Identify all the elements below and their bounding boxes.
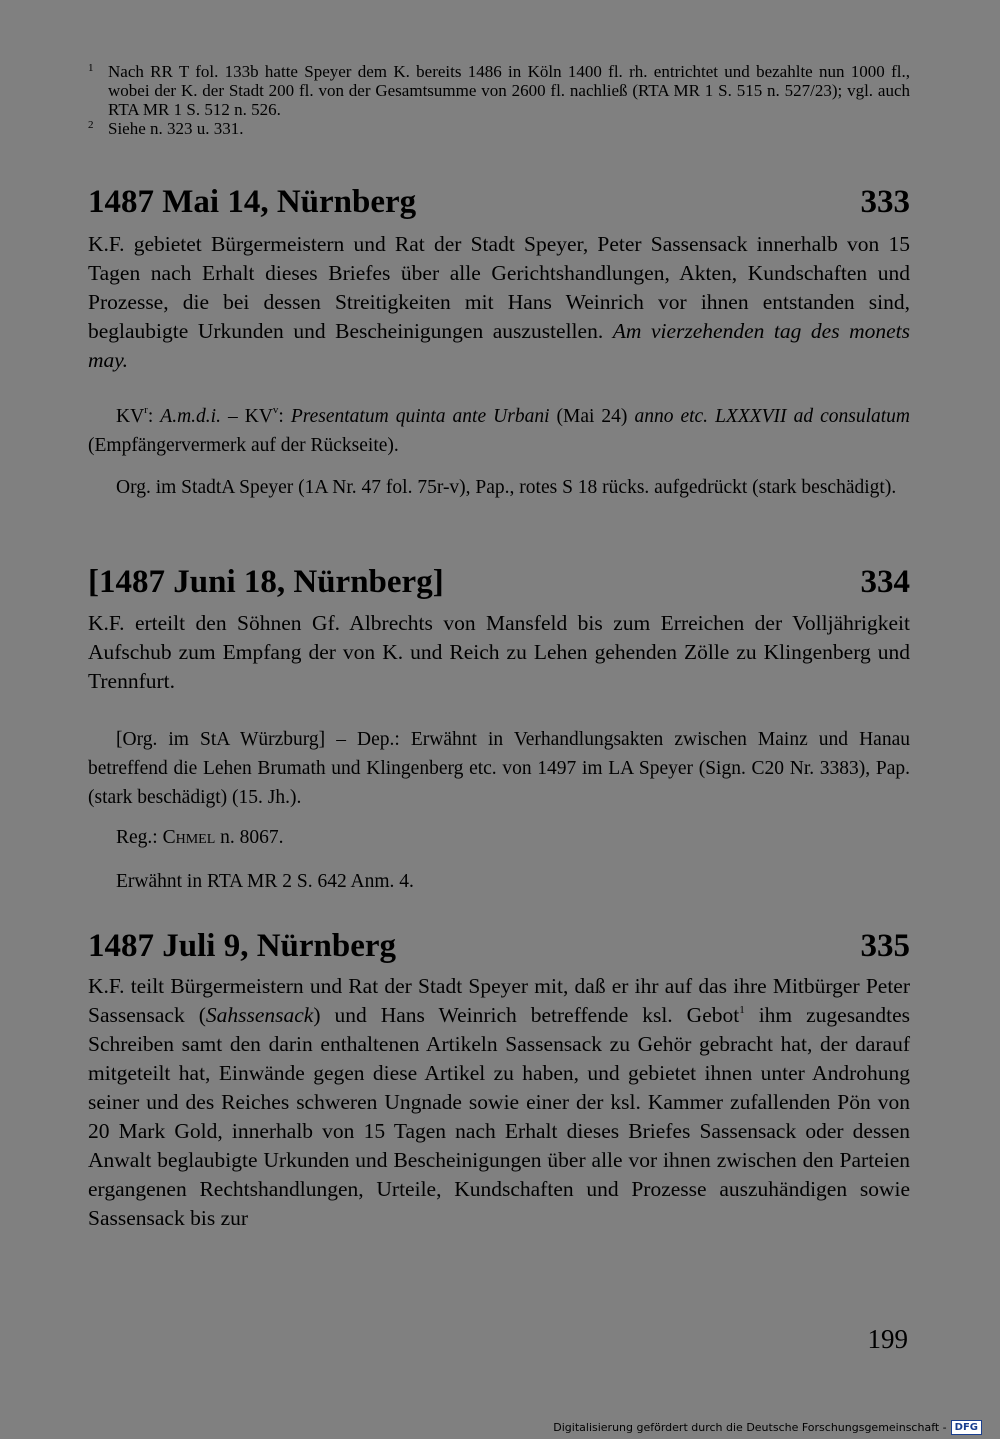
kv-label: KV — [116, 406, 145, 427]
footnote-text: Nach RR T fol. 133b hatte Speyer dem K. bereits 1486 in Köln 1400 fl. rh. entrichtet und bezahlte nun 1000 fl., wobei der K. der Stadt 200 fl. von der Gesamtsumme von 2600 fl. nachließ (RTA MR 1 S. 515 n. 527/23); vgl. auch RTA MR 1 S. 512 n. 526. — [108, 62, 910, 119]
credit-text: Digitalisierung gefördert durch die Deutsche Forschungsgemeinschaft - — [553, 1420, 947, 1434]
document-heading-333 — [88, 182, 910, 222]
original-source: [Org. im StA Würzburg] – Dep.: Erwähnt in Verhandlungsakten zwischen Mainz und Hanau betreffend die Lehen Brumath und Klingenberg etc. von 1497 im LA Speyer (Sign. C20 Nr. 3383), Pap. (stark beschädigt) (15. Jh.). — [88, 729, 910, 808]
dfg-logo-icon: DFG — [951, 1420, 982, 1435]
regest-reference — [88, 823, 910, 852]
reg-prefix: Reg.: — [116, 827, 158, 848]
kv-sup: r — [144, 404, 148, 416]
digitization-credit — [553, 1415, 1000, 1439]
original-source: Org. im StadtA Speyer (1A Nr. 47 fol. 75r-v), Pap., rotes S 18 rücks. aufgedrückt (stark beschädigt). — [116, 477, 897, 498]
document-heading-335 — [88, 926, 910, 966]
document-number: 335 — [860, 928, 910, 964]
footnote-mark: 2 — [88, 119, 94, 131]
summary-text: K.F. teilt Bürgermeistern und Rat der Stadt Speyer mit, daß er ihr auf das ihre Mitbürger Peter Sassensack ( — [88, 974, 910, 1027]
document-summary — [88, 230, 910, 375]
page-number: 199 — [867, 1324, 908, 1354]
reg-author: Chmel — [162, 827, 216, 848]
document-summary — [88, 972, 910, 1233]
kv-separator: – — [220, 406, 245, 427]
summary-italic: Am vierzehenden tag des monets may. — [88, 319, 911, 372]
kv-text: A.m.d.i. — [160, 406, 221, 427]
document-number: 333 — [860, 184, 910, 220]
document-date: [1487 Juni 18, Nürnberg] — [88, 564, 444, 600]
summary-text: K.F. gebietet Bürgermeistern und Rat der Stadt Speyer, Peter Sassensack innerhalb von 15 Tagen nach Erhalt dieses Briefes über alle Gerichtshandlungen, Akten, Kundschaften und Prozesse, die bei dessen Streitigkeiten mit Hans Weinrich vor ihnen entstanden sind, beglaubigte Urkunden und Bescheinigungen auszustellen. — [88, 232, 910, 343]
kv-sup: v — [272, 404, 279, 416]
summary-italic: Sahssensack — [205, 1003, 314, 1027]
document-date: 1487 Juli 9, Nürnberg — [88, 928, 397, 964]
summary-text: ihm zugesandtes Schreiben samt den darin enthaltenen Artikeln Sassensack zu Gehör gebracht hat, der darauf mitgeteilt hat, Einwände gegen diese Artikel zu haben, und gebietet ihnen unter Androhung seiner und des Reiches schweren Ungnade sowie einer der ksl. Kammer zufallenden Pön von 20 Mark Gold, innerhalb von 15 Tagen nach Erhalt dieses Briefes Sassensack oder dessen Anwalt beglaubigte Urkunden und Bescheinigungen über alle vor ihnen zwischen den Parteien ergangenen Rechtshandlungen, Urteile, Kundschaften und Prozesse auszuhändigen sowie Sassensack bis zur — [88, 1003, 911, 1230]
kv-text: anno etc. LXXXVII ad consulatum — [634, 406, 910, 427]
footnote-2 — [88, 119, 910, 138]
document-summary: K.F. erteilt den Söhnen Gf. Albrechts von Mansfeld bis zum Erreichen der Volljährigkeit Aufschub zum Empfang der von K. und Reich zu Lehen gehenden Zölle zu Klingenberg und Trennfurt. — [88, 611, 910, 693]
kv-text: Presentatum quinta ante Urbani — [290, 406, 550, 427]
reg-suffix: n. 8067. — [220, 827, 284, 848]
dorsal-notes: $KV^r$: A.m.d.i. – $KV^v$: Presentatum quinta ante Urbani (Mai 24) anno etc. LXXXVII ad consulatum (Empfängervermerk auf der Rückseite). — [88, 404, 910, 456]
document-heading-334 — [88, 562, 910, 602]
footnote-ref: 1 — [739, 1004, 745, 1016]
footnote-mark: 1 — [88, 62, 94, 74]
document-number: 334 — [860, 564, 910, 600]
footnotes — [88, 62, 910, 138]
mention-reference: Erwähnt in RTA MR 2 S. 642 Anm. 4. — [116, 871, 414, 892]
summary-text: ) und Hans Weinrich betreffende ksl. Gebot — [313, 1003, 740, 1027]
kv-text: (Empfängervermerk auf der Rückseite). — [88, 435, 399, 456]
kv-label: KV — [244, 406, 273, 427]
footnote-1 — [88, 62, 910, 119]
document-date: 1487 Mai 14, Nürnberg — [88, 184, 417, 220]
footnote-text: Siehe n. 323 u. 331. — [108, 119, 244, 138]
kv-text: (Mai 24) — [556, 406, 628, 427]
